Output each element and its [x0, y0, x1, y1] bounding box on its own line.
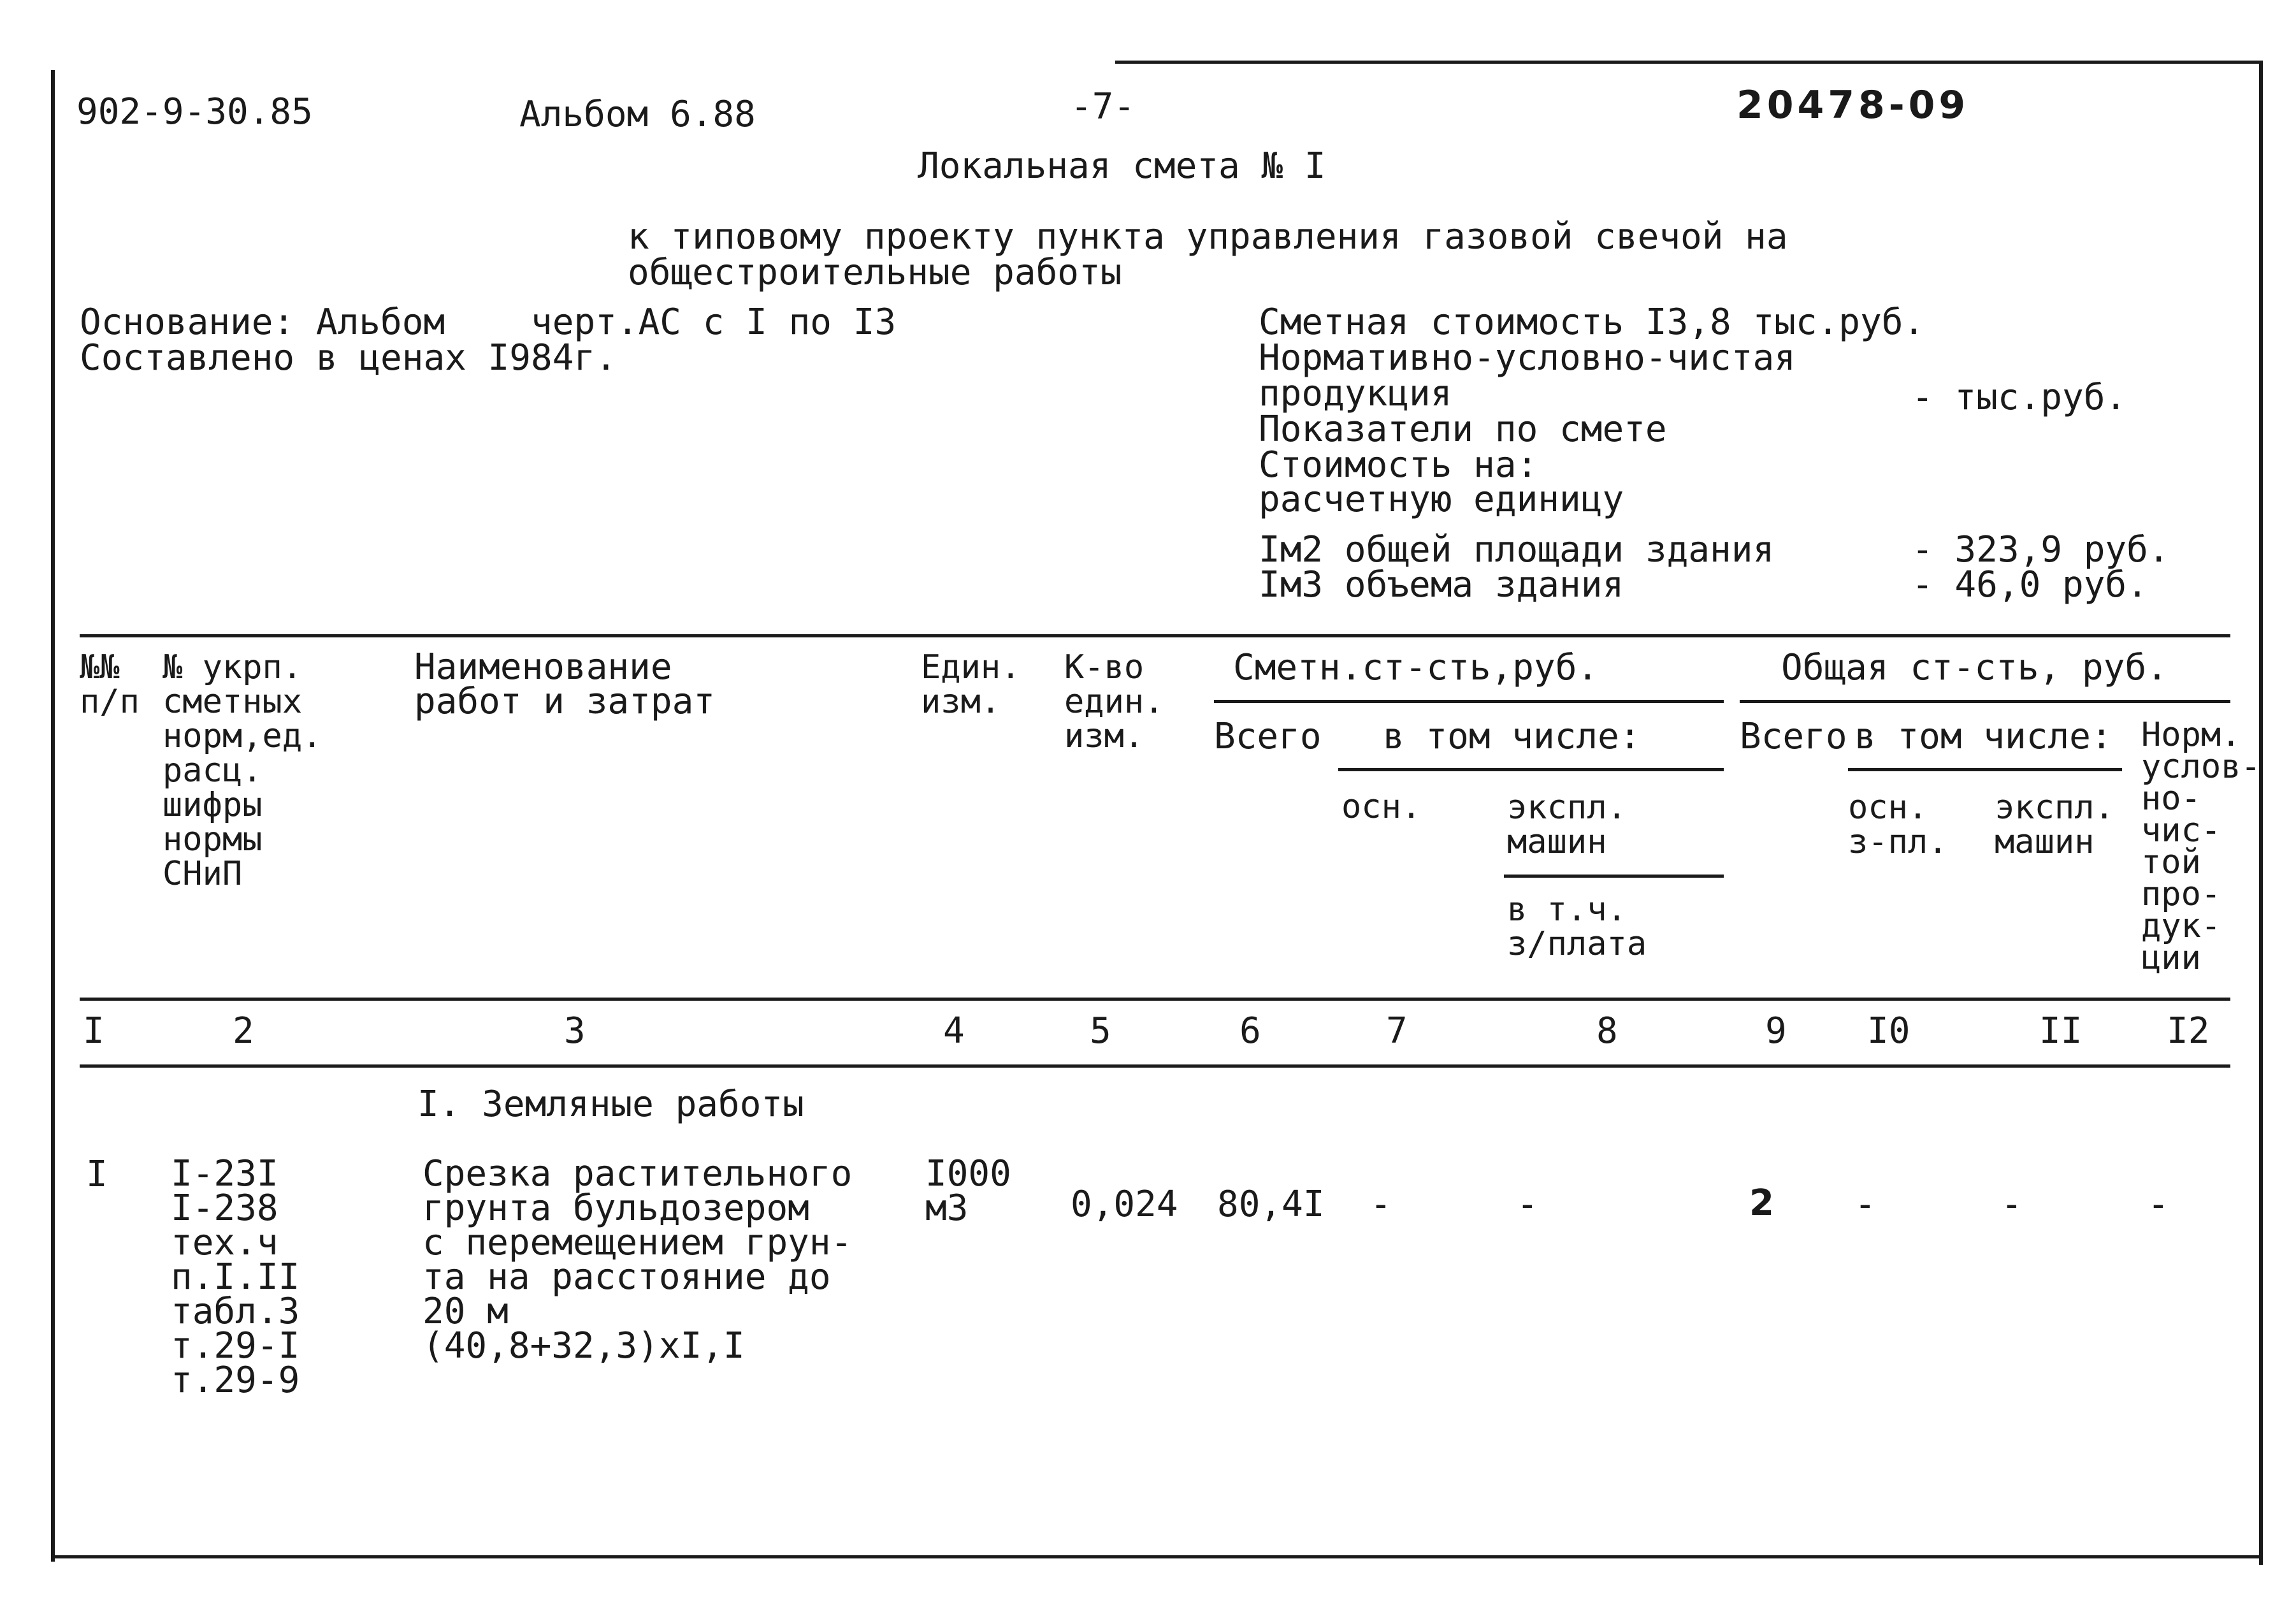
header-smet-osn: осн. [1341, 788, 1422, 826]
header-smet-incl: в том числе: [1383, 716, 1641, 757]
page-border-left [51, 70, 55, 1562]
header-smet-group: Сметн.ст-сть,руб. [1233, 647, 1599, 688]
table-top-rule [80, 634, 2230, 637]
row-ekspl: - [1517, 1184, 1538, 1225]
row-osn: - [1370, 1184, 1392, 1225]
row-num: I [86, 1154, 108, 1195]
colnum-5: 5 [1090, 1010, 1111, 1052]
row-unit: I000 м3 [925, 1153, 1011, 1229]
basis-line-2: Составлено в ценах I984г. [80, 337, 617, 379]
colnum-12: I2 [2167, 1010, 2210, 1052]
indicators-label: Показатели по смете [1259, 409, 1667, 450]
header-smet-total: Всего [1214, 716, 1322, 757]
obsh-group-rule [1740, 700, 2230, 703]
row-obsh-ekspl: - [2001, 1184, 2023, 1225]
header-name: Наименование работ и затрат [414, 646, 716, 722]
header-unit: Един. изм. [921, 648, 1021, 721]
colnum-9: 9 [1765, 1010, 1787, 1052]
header-obsh-incl: в том числе: [1854, 716, 2112, 757]
header-smet-ekspl-wage: в т.ч. з/плата [1507, 890, 1647, 963]
ekspl-sub-rule [1504, 875, 1724, 878]
unit-label: расчетную единицу [1259, 479, 1624, 520]
volume-value: - 46,0 руб. [1912, 564, 2148, 606]
subtitle-line-1: к типовому проекту пункта управления газовой свечой на [628, 216, 1788, 258]
area-label: Iм2 общей площади здания [1259, 529, 1775, 570]
header-bottom-rule [80, 998, 2230, 1001]
header-obsh-osn: осн. з-пл. [1848, 788, 1948, 861]
page-title: Локальная смета № I [918, 145, 1326, 187]
section-title: I. Земляные работы [417, 1084, 804, 1125]
row-name: Срезка растительного грунта бульдозером с перемещением грун- та на расстояние до 20 м (40,8+32,3)хI,I [422, 1153, 853, 1367]
row-total: 80,4I [1217, 1184, 1325, 1225]
page-number: -7- [1071, 86, 1136, 127]
smet-group-rule [1214, 700, 1724, 703]
normative-label-1: Нормативно-условно-чистая [1259, 337, 1796, 379]
area-value: - 323,9 руб. [1912, 529, 2170, 570]
header-smet-ekspl: экспл. машин [1507, 788, 1627, 861]
header-norm: Норм. услов- но- чис- той про- дук- ции [2141, 716, 2261, 977]
header-code: № укрп. сметных норм,ед. расц. шифры нормы СНиП [162, 648, 322, 893]
colnum-8: 8 [1596, 1010, 1618, 1052]
estimated-cost: Сметная стоимость I3,8 тыс.руб. [1259, 301, 1925, 343]
obsh-sub-rule [1848, 768, 2122, 771]
row-code: I-23I I-238 тех.ч п.I.II табл.3 т.29-I т.29-9 [171, 1153, 300, 1401]
colnum-3: 3 [564, 1010, 586, 1052]
row-norm: - [2148, 1184, 2169, 1225]
subtitle-line-2: общестроительные работы [628, 252, 1122, 293]
doc-number: 20478-09 [1736, 83, 1970, 127]
colnum-10: I0 [1867, 1010, 1910, 1052]
colnum-6: 6 [1239, 1010, 1261, 1052]
basis-line-1: Основание: Альбом черт.АС с I по I3 [80, 301, 897, 343]
cost-per-label: Стоимость на: [1259, 444, 1538, 486]
header-obsh-group: Общая ст-сть, руб. [1781, 647, 2168, 688]
row-obsh-total: 2 [1749, 1182, 1778, 1224]
normative-label-2: продукция [1259, 373, 1452, 414]
column-numbers-rule [80, 1064, 2230, 1068]
row-qty: 0,024 [1071, 1184, 1178, 1225]
colnum-11: II [2039, 1010, 2083, 1052]
header-num: №№ п/п [80, 648, 140, 721]
album-number: Альбом 6.88 [519, 94, 756, 135]
smet-sub-rule [1338, 768, 1724, 771]
header-qty: К-во един. изм. [1064, 648, 1164, 755]
header-obsh-ekspl: экспл. машин [1995, 788, 2114, 861]
normative-value: - тыс.руб. [1912, 377, 2127, 418]
row-obsh-osn: - [1854, 1184, 1876, 1225]
page-border-top [1115, 61, 2262, 64]
colnum-2: 2 [233, 1010, 254, 1052]
header-obsh-total: Всего [1740, 716, 1847, 757]
page-border-bottom [54, 1555, 2259, 1558]
colnum-7: 7 [1386, 1010, 1408, 1052]
volume-label: Iм3 объема здания [1259, 564, 1624, 606]
colnum-4: 4 [943, 1010, 965, 1052]
document-code: 902-9-30.85 [76, 91, 313, 133]
colnum-1: I [83, 1010, 105, 1052]
